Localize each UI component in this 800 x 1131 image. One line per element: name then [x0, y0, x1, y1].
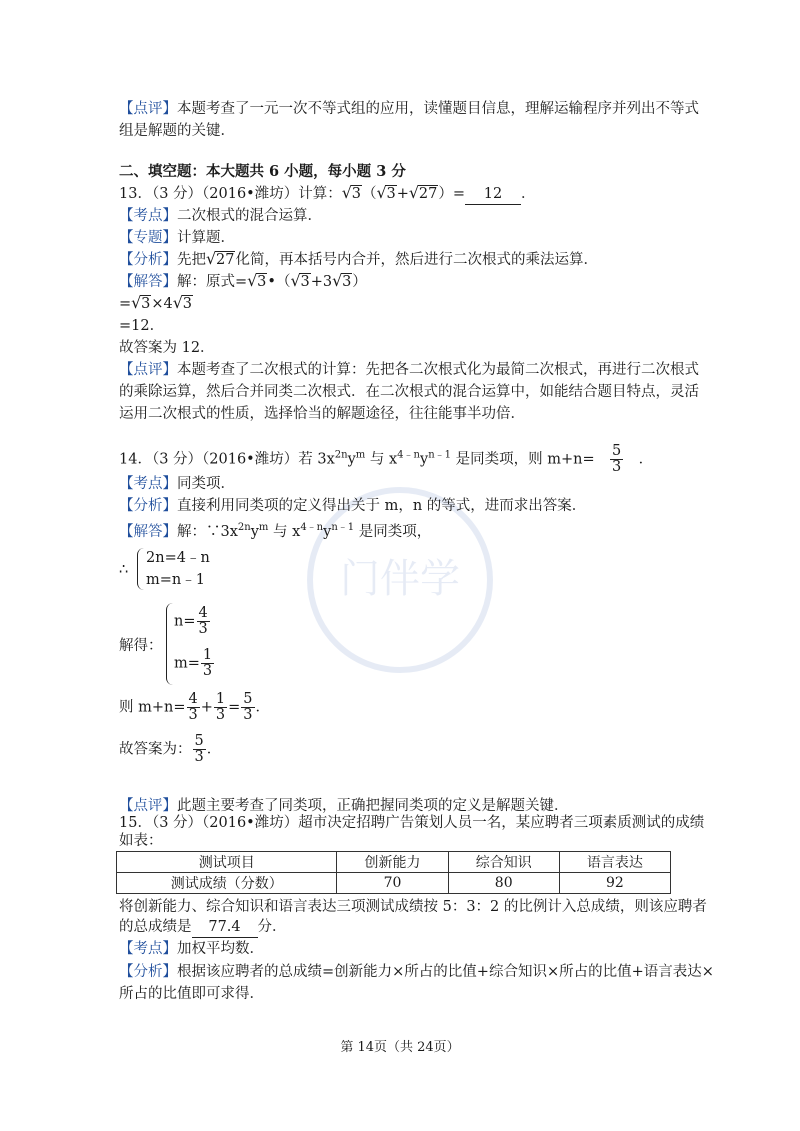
q12-review-line2: 组是解题的关键． [119, 123, 235, 139]
q15-stem-line3: 将创新能力、综合知识和语言表达三项测试成绩按 5：3：2 的比例计入总成绩，则该应聘者 [119, 899, 707, 915]
q12-review-line1: 【点评】本题考查了一元一次不等式组的应用，读懂题目信息，理解运输程序并列出不等式 [119, 101, 699, 117]
q13-review-line2: 的乘除运算，然后合并同类二次根式．在二次根式的混合运算中，如能结合题目特点，灵活 [119, 384, 699, 400]
q13-step2: =12． [119, 318, 165, 334]
watermark-text: 门伴学 [340, 556, 460, 602]
table-header-cell: 综合知识 [448, 852, 559, 873]
q14-solution-brace [166, 603, 173, 685]
table-header-cell: 语言表达 [559, 852, 670, 873]
q13-analysis: 【分析】先把 √ 27化简，再本括号内合并，然后进行二次根式的乘法运算． [119, 249, 598, 268]
q15-analysis-line2: 所占的比值即可求得． [119, 986, 264, 1002]
q13-stem: 13．（3 分）（2016•潍坊）计算： √ 3（ √ 3+ √ 27）= 12 ． [119, 184, 535, 205]
q14-point: 【考点】同类项． [119, 476, 235, 492]
q14-stem: 14．（3 分）（2016•潍坊）若 $3x^{2n}y^m$ 与 $x^{4﹣n}y^{n﹣1}$ 是同类项，则 m+n= $\frac{5}{3}$ ． [119, 443, 654, 475]
q14-analysis: 【分析】直接利用同类项的定义得出关于 m，n 的等式，进而求出答案． [119, 498, 587, 514]
q14-review: 【点评】此题主要考查了同类项，正确把握同类项的定义是解题关键． [119, 798, 569, 814]
table-cell: 70 [337, 873, 448, 894]
q13-review-line1: 【点评】本题考查了二次根式的计算：先把各二次根式化为最简二次根式，再进行二次根式 [119, 362, 699, 378]
table-cell: 80 [448, 873, 559, 894]
q14-conclusion: 故答案为： $\frac{5}{3}$ ． [119, 733, 222, 765]
table-row [117, 873, 671, 894]
q13-answer-line: 【解答】解：原式= √ 3•（ √ 3+3 √ 3） [119, 271, 367, 290]
q14-sol1: n= $\frac{4}{3}$ [174, 605, 208, 637]
q14-eq1: 2n=4﹣n [146, 550, 210, 566]
q13-conclusion: 故答案为 12． [119, 340, 215, 356]
score-table [116, 851, 671, 894]
q15-stem-line1: 15．（3 分）（2016•潍坊）超市决定招聘广告策划人员一名，某应聘者三项素质测试的成绩 [119, 815, 705, 831]
q14-answer-intro: 【解答】解：$\because 3x^{2n}y^m$ 与 $x^{4﹣n}y^{n﹣1}$ 是同类项， [119, 522, 432, 540]
table-cell: 92 [559, 873, 670, 894]
section-title: 二、填空题：本大题共 6 小题，每小题 3 分 [119, 163, 406, 180]
q13-topic: 【专题】计算题． [119, 230, 235, 246]
q15-answer: 77.4 [192, 917, 258, 938]
q13-point: 【考点】二次根式的混合运算． [119, 208, 322, 224]
q15-point: 【考点】加权平均数． [119, 941, 264, 957]
q14-sol2: m= $\frac{1}{3}$ [174, 647, 213, 679]
table-header-row [117, 852, 671, 873]
q15-stem-line2: 如表： [119, 833, 163, 849]
table-header-cell: 创新能力 [337, 852, 448, 873]
q13-step1: = √ 3×4 √ 3 [119, 293, 192, 312]
q14-solve-label: 解得： [119, 638, 163, 654]
q14-then: 则 m+n= $\frac{4}{3}$ + $\frac{1}{3}$ = $\frac{5}{3}$ ． [119, 691, 271, 723]
q13-answer: 12 [465, 184, 521, 205]
page-footer: 第 14页（共 24页） [340, 1040, 460, 1055]
q14-system-brace [137, 548, 144, 590]
q15-stem-line4: 的总成绩是 77.4 分． [119, 917, 287, 938]
q14-eq2: m=n﹣1 [146, 572, 205, 588]
table-cell: 测试成绩（分数） [117, 873, 337, 894]
q15-analysis-line1: 【分析】根据该应聘者的总成绩=创新能力×所占的比值+综合知识×所占的比值+语言表达× [119, 964, 714, 980]
q14-therefore: ∴ [119, 562, 129, 578]
q14-answer: $\frac{5}{3}$ [611, 443, 622, 475]
q13-review-line3: 运用二次根式的性质，选择恰当的解题途径，往往能事半功倍． [119, 406, 525, 422]
table-header-cell: 测试项目 [117, 852, 337, 873]
